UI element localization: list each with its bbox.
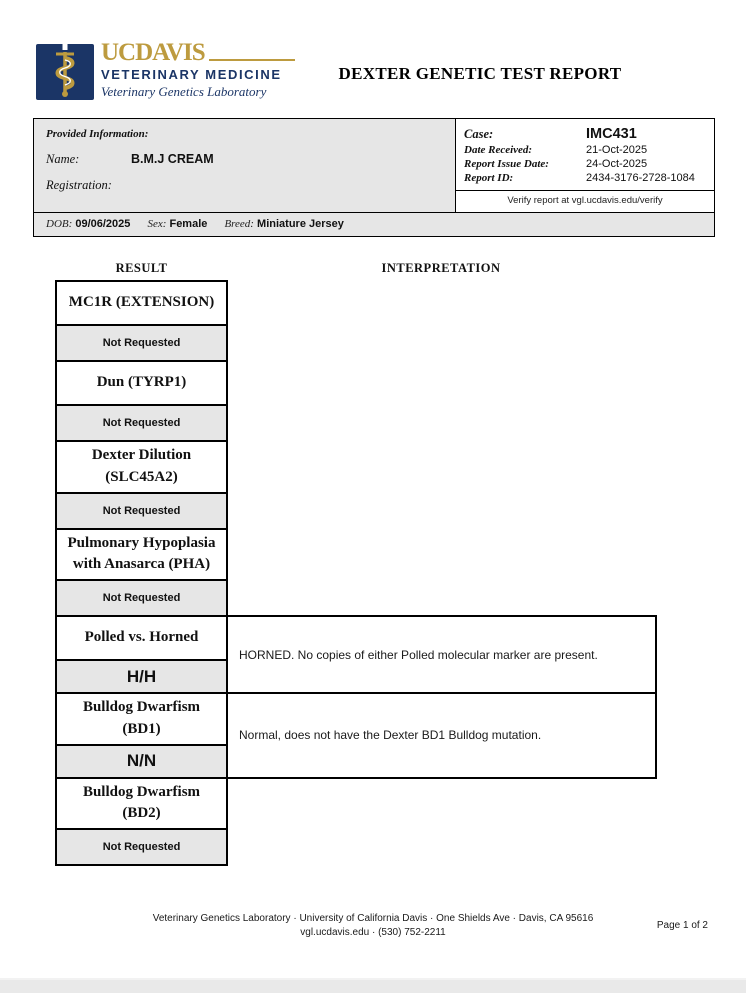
logo-vet-medicine: VETERINARY MEDICINE bbox=[101, 67, 282, 82]
report-issue-date-row bbox=[464, 158, 706, 170]
breed-value: Miniature Jersey bbox=[257, 218, 344, 230]
date-received-label: Date Received: bbox=[464, 144, 533, 156]
test-row-polled-horned bbox=[55, 617, 657, 694]
logo-uc: UC bbox=[101, 39, 136, 66]
gold-rule bbox=[209, 59, 295, 61]
test-result: Not Requested bbox=[57, 326, 226, 362]
breed-label: Breed: bbox=[224, 218, 254, 230]
footer-address-line: Veterinary Genetics Laboratory · University of California Davis · One Shields Ave · Davis, CA 95616 bbox=[152, 913, 594, 924]
test-result: Not Requested bbox=[57, 581, 226, 617]
date-received-value: 21-Oct-2025 bbox=[586, 144, 648, 156]
test-row-dexter-dilution bbox=[55, 442, 657, 530]
dob-label: DOB: bbox=[46, 218, 73, 230]
sex-label: Sex: bbox=[147, 218, 167, 230]
interpretation-box: Normal, does not have the Dexter BD1 Bulldog mutation. bbox=[228, 692, 657, 779]
logo-wordmark-block bbox=[101, 39, 295, 102]
test-result: H/H bbox=[57, 661, 226, 694]
test-result: Not Requested bbox=[57, 830, 226, 866]
case-details-panel bbox=[456, 119, 714, 212]
results-table bbox=[55, 280, 657, 866]
dob-sex-breed-strip bbox=[34, 212, 714, 236]
ucdavis-logo bbox=[36, 39, 295, 102]
date-received-row bbox=[464, 144, 706, 156]
logo-wordmark bbox=[101, 39, 205, 66]
page-edge-strip bbox=[0, 978, 746, 993]
footer-contact-line: vgl.ucdavis.edu · (530) 752-2211 bbox=[300, 927, 446, 938]
test-row-mc1r bbox=[55, 280, 657, 362]
test-name: Bulldog Dwarfism (BD1) bbox=[57, 694, 226, 746]
test-result: Not Requested bbox=[57, 406, 226, 442]
name-value: B.M.J CREAM bbox=[131, 152, 214, 166]
lab-address-footer bbox=[0, 912, 746, 940]
test-row-bulldog-bd2 bbox=[55, 779, 657, 867]
name-label: Name: bbox=[46, 152, 80, 166]
test-name: Polled vs. Horned bbox=[57, 617, 226, 661]
test-name: Pulmonary Hypoplasia with Anasarca (PHA) bbox=[57, 530, 226, 582]
provided-information-label: Provided Information: bbox=[46, 128, 149, 140]
test-name: Dexter Dilution (SLC45A2) bbox=[57, 442, 226, 494]
registration-row bbox=[46, 178, 443, 193]
test-name: Bulldog Dwarfism (BD2) bbox=[57, 779, 226, 831]
logo-davis: DAVIS bbox=[135, 39, 205, 66]
interpretation-box: HORNED. No copies of either Polled molecular marker are present. bbox=[228, 615, 657, 694]
result-column-header: RESULT bbox=[115, 261, 168, 275]
case-row bbox=[464, 126, 706, 142]
registration-label: Registration: bbox=[46, 178, 112, 192]
case-label: Case: bbox=[464, 127, 494, 141]
sex-value: Female bbox=[169, 218, 208, 230]
verify-report-note: Verify report at vgl.ucdavis.edu/verify bbox=[456, 190, 714, 212]
interpretation-column-header: INTERPRETATION bbox=[381, 261, 501, 275]
test-name: MC1R (EXTENSION) bbox=[57, 282, 226, 326]
test-result: Not Requested bbox=[57, 494, 226, 530]
logo-genetics-lab: Veterinary Genetics Laboratory bbox=[101, 84, 267, 99]
report-id-label: Report ID: bbox=[464, 172, 514, 184]
test-name: Dun (TYRP1) bbox=[57, 362, 226, 406]
provided-information-panel bbox=[34, 119, 456, 212]
report-issue-date-label: Report Issue Date: bbox=[464, 158, 549, 170]
dob-value: 09/06/2025 bbox=[75, 218, 131, 230]
animal-name-row bbox=[46, 152, 443, 167]
report-id-value: 2434-3176-2728-1084 bbox=[586, 172, 695, 184]
report-title: DEXTER GENETIC TEST REPORT bbox=[338, 64, 622, 83]
page-number: Page 1 of 2 bbox=[656, 920, 708, 931]
test-row-dun bbox=[55, 362, 657, 442]
report-id-row bbox=[464, 172, 706, 184]
test-result: N/N bbox=[57, 746, 226, 779]
test-row-pha bbox=[55, 530, 657, 618]
report-issue-date-value: 24-Oct-2025 bbox=[586, 158, 648, 170]
case-value: IMC431 bbox=[586, 126, 637, 142]
test-row-bulldog-bd1 bbox=[55, 694, 657, 779]
case-info-box bbox=[33, 118, 715, 237]
caduceus-icon bbox=[36, 42, 94, 102]
